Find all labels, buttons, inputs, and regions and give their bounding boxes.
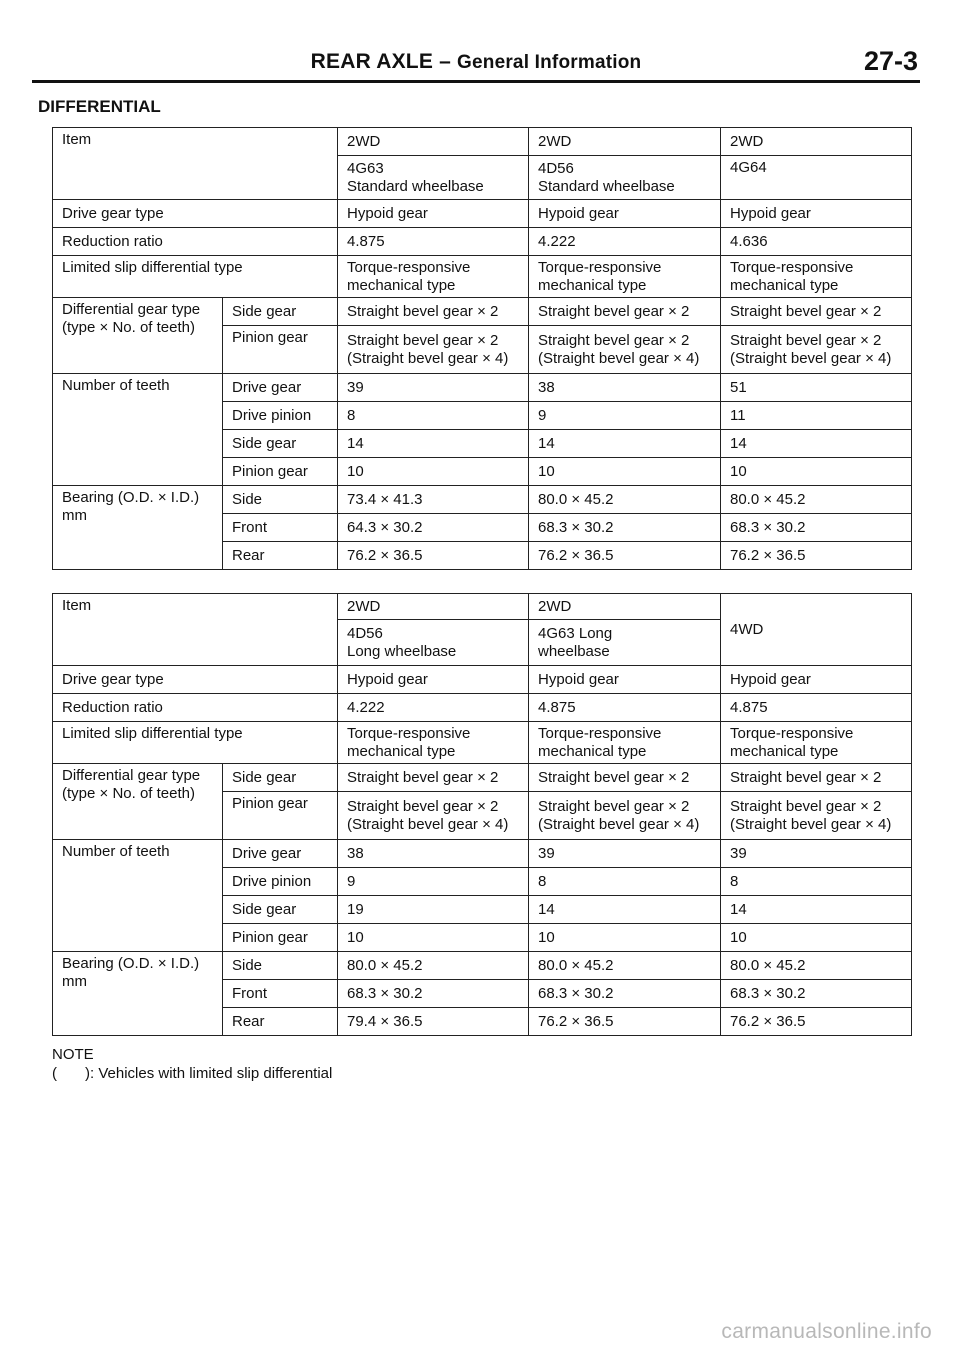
table-cell: 8 [529, 868, 721, 896]
table-cell: 4.222 [338, 694, 529, 722]
sub-label: Side gear [223, 430, 338, 458]
table-cell: Hypoid gear [721, 200, 912, 228]
sub-label: Pinion gear [223, 792, 338, 840]
table-cell: 14 [529, 896, 721, 924]
footnote [52, 1045, 332, 1083]
table-cell: 11 [721, 402, 912, 430]
table-cell: Hypoid gear [338, 200, 529, 228]
group-label: Number of teeth [53, 840, 223, 952]
model-cell: 4D56 Standard wheelbase [529, 156, 721, 200]
table-cell: 51 [721, 374, 912, 402]
table-cell: Hypoid gear [338, 666, 529, 694]
page-header [32, 46, 920, 83]
table-cell: 76.2 × 36.5 [338, 542, 529, 570]
row-label: Reduction ratio [53, 694, 338, 722]
watermark: carmanualsonline.info [721, 1320, 932, 1343]
table-cell: 64.3 × 30.2 [338, 514, 529, 542]
table-cell: 14 [721, 430, 912, 458]
table-cell: Torque-responsive mechanical type [338, 722, 529, 764]
sub-label: Side [223, 952, 338, 980]
group-label: Number of teeth [53, 374, 223, 486]
table-row [53, 486, 912, 514]
model-cell: 4D56 Long wheelbase [338, 620, 529, 666]
sub-label: Side [223, 486, 338, 514]
table-row [53, 200, 912, 228]
sub-label: Front [223, 980, 338, 1008]
table-cell: Hypoid gear [721, 666, 912, 694]
table-cell: 76.2 × 36.5 [529, 1008, 721, 1036]
table-cell: Straight bevel gear × 2 [529, 764, 721, 792]
item-header-cell: Item [53, 128, 338, 200]
table-cell: Hypoid gear [529, 666, 721, 694]
row-label: Limited slip differential type [53, 256, 338, 298]
table-cell: 73.4 × 41.3 [338, 486, 529, 514]
table-cell: Straight bevel gear × 2 (Straight bevel gear × 4) [721, 326, 912, 374]
table-row [53, 594, 912, 620]
sub-label: Front [223, 514, 338, 542]
table-cell: 4.875 [721, 694, 912, 722]
sub-label: Drive gear [223, 374, 338, 402]
table-cell: 80.0 × 45.2 [338, 952, 529, 980]
row-label: Drive gear type [53, 666, 338, 694]
drive-type-cell: 2WD [338, 128, 529, 156]
sub-label: Side gear [223, 298, 338, 326]
table-row [53, 298, 912, 326]
page-number: 27-3 [863, 46, 918, 76]
table-cell: Torque-responsive mechanical type [529, 722, 721, 764]
table-row [53, 128, 912, 156]
table-cell: 38 [529, 374, 721, 402]
sub-label: Drive pinion [223, 868, 338, 896]
table-cell: Straight bevel gear × 2 (Straight bevel gear × 4) [529, 792, 721, 840]
sub-label: Drive gear [223, 840, 338, 868]
table-row [53, 764, 912, 792]
table-cell: 14 [338, 430, 529, 458]
table-cell: 10 [338, 458, 529, 486]
sub-label: Rear [223, 542, 338, 570]
table-cell: 8 [338, 402, 529, 430]
table-cell: 10 [721, 924, 912, 952]
drive-type-cell: 2WD [529, 128, 721, 156]
table-cell: Straight bevel gear × 2 (Straight bevel gear × 4) [338, 326, 529, 374]
table-cell: Straight bevel gear × 2 [721, 764, 912, 792]
group-label: Bearing (O.D. × I.D.) mm [53, 952, 223, 1036]
drive-type-cell: 2WD [338, 594, 529, 620]
table-row [53, 374, 912, 402]
table-cell: 80.0 × 45.2 [529, 952, 721, 980]
table-cell: 10 [338, 924, 529, 952]
table-cell: 39 [721, 840, 912, 868]
table-cell: 9 [529, 402, 721, 430]
table-cell: 68.3 × 30.2 [338, 980, 529, 1008]
table-row [53, 952, 912, 980]
drive-type-cell: 4WD [721, 594, 912, 666]
section-subtitle: General Information [457, 52, 642, 73]
table-cell: 4.636 [721, 228, 912, 256]
group-label: Bearing (O.D. × I.D.) mm [53, 486, 223, 570]
table-cell: 68.3 × 30.2 [721, 514, 912, 542]
sub-label: Drive pinion [223, 402, 338, 430]
table-cell: 80.0 × 45.2 [721, 486, 912, 514]
table-cell: Torque-responsive mechanical type [529, 256, 721, 298]
sub-label: Rear [223, 1008, 338, 1036]
table-row [53, 228, 912, 256]
table-cell: 38 [338, 840, 529, 868]
table-cell: 68.3 × 30.2 [721, 980, 912, 1008]
note-heading: NOTE [52, 1046, 94, 1063]
table-cell: 8 [721, 868, 912, 896]
differential-spec-table-1 [52, 127, 912, 570]
table-row [53, 722, 912, 764]
table-cell: Straight bevel gear × 2 (Straight bevel gear × 4) [338, 792, 529, 840]
table-cell: 9 [338, 868, 529, 896]
row-label: Limited slip differential type [53, 722, 338, 764]
sub-label: Pinion gear [223, 924, 338, 952]
table-cell: 76.2 × 36.5 [721, 542, 912, 570]
table-cell: Straight bevel gear × 2 (Straight bevel gear × 4) [721, 792, 912, 840]
table-cell: 14 [529, 430, 721, 458]
table-cell: 80.0 × 45.2 [529, 486, 721, 514]
group-label: Differential gear type (type × No. of teeth) [53, 298, 223, 374]
sub-label: Side gear [223, 764, 338, 792]
table-cell: 79.4 × 36.5 [338, 1008, 529, 1036]
table-cell: Straight bevel gear × 2 [338, 764, 529, 792]
table-cell: 14 [721, 896, 912, 924]
model-cell: 4G63 Long wheelbase [529, 620, 721, 666]
drive-type-cell: 2WD [529, 594, 721, 620]
row-label: Reduction ratio [53, 228, 338, 256]
table-cell: Straight bevel gear × 2 (Straight bevel gear × 4) [529, 326, 721, 374]
section-heading: DIFFERENTIAL [38, 97, 161, 116]
table-cell: 10 [529, 924, 721, 952]
group-label: Differential gear type (type × No. of teeth) [53, 764, 223, 840]
table-cell: 4.875 [529, 694, 721, 722]
table-cell: 10 [721, 458, 912, 486]
table-cell: 68.3 × 30.2 [529, 980, 721, 1008]
drive-type-cell: 2WD [721, 128, 912, 156]
table-cell: 80.0 × 45.2 [721, 952, 912, 980]
table-cell: Torque-responsive mechanical type [338, 256, 529, 298]
table-cell: 68.3 × 30.2 [529, 514, 721, 542]
model-cell: 4G63 Standard wheelbase [338, 156, 529, 200]
sub-label: Pinion gear [223, 458, 338, 486]
title-dash: – [439, 50, 451, 73]
page-title [32, 50, 920, 74]
sub-label: Pinion gear [223, 326, 338, 374]
table-cell: Straight bevel gear × 2 [338, 298, 529, 326]
sub-label: Side gear [223, 896, 338, 924]
differential-spec-table-2 [52, 593, 912, 1036]
table-cell: 76.2 × 36.5 [721, 1008, 912, 1036]
table-cell: 39 [529, 840, 721, 868]
model-cell: 4G64 [721, 156, 912, 200]
item-header-cell: Item [53, 594, 338, 666]
chapter-title: REAR AXLE [310, 50, 434, 73]
table-cell: Straight bevel gear × 2 [529, 298, 721, 326]
table-row [53, 256, 912, 298]
table-cell: 10 [529, 458, 721, 486]
table-cell: 4.222 [529, 228, 721, 256]
note-text: ( ): Vehicles with limited slip differential [52, 1065, 333, 1082]
table-cell: 4.875 [338, 228, 529, 256]
table-cell: Torque-responsive mechanical type [721, 256, 912, 298]
table-cell: 19 [338, 896, 529, 924]
table-row [53, 840, 912, 868]
table-row [53, 694, 912, 722]
table-cell: Straight bevel gear × 2 [721, 298, 912, 326]
row-label: Drive gear type [53, 200, 338, 228]
table-cell: 39 [338, 374, 529, 402]
table-cell: Torque-responsive mechanical type [721, 722, 912, 764]
table-cell: Hypoid gear [529, 200, 721, 228]
table-cell: 76.2 × 36.5 [529, 542, 721, 570]
table-row [53, 666, 912, 694]
